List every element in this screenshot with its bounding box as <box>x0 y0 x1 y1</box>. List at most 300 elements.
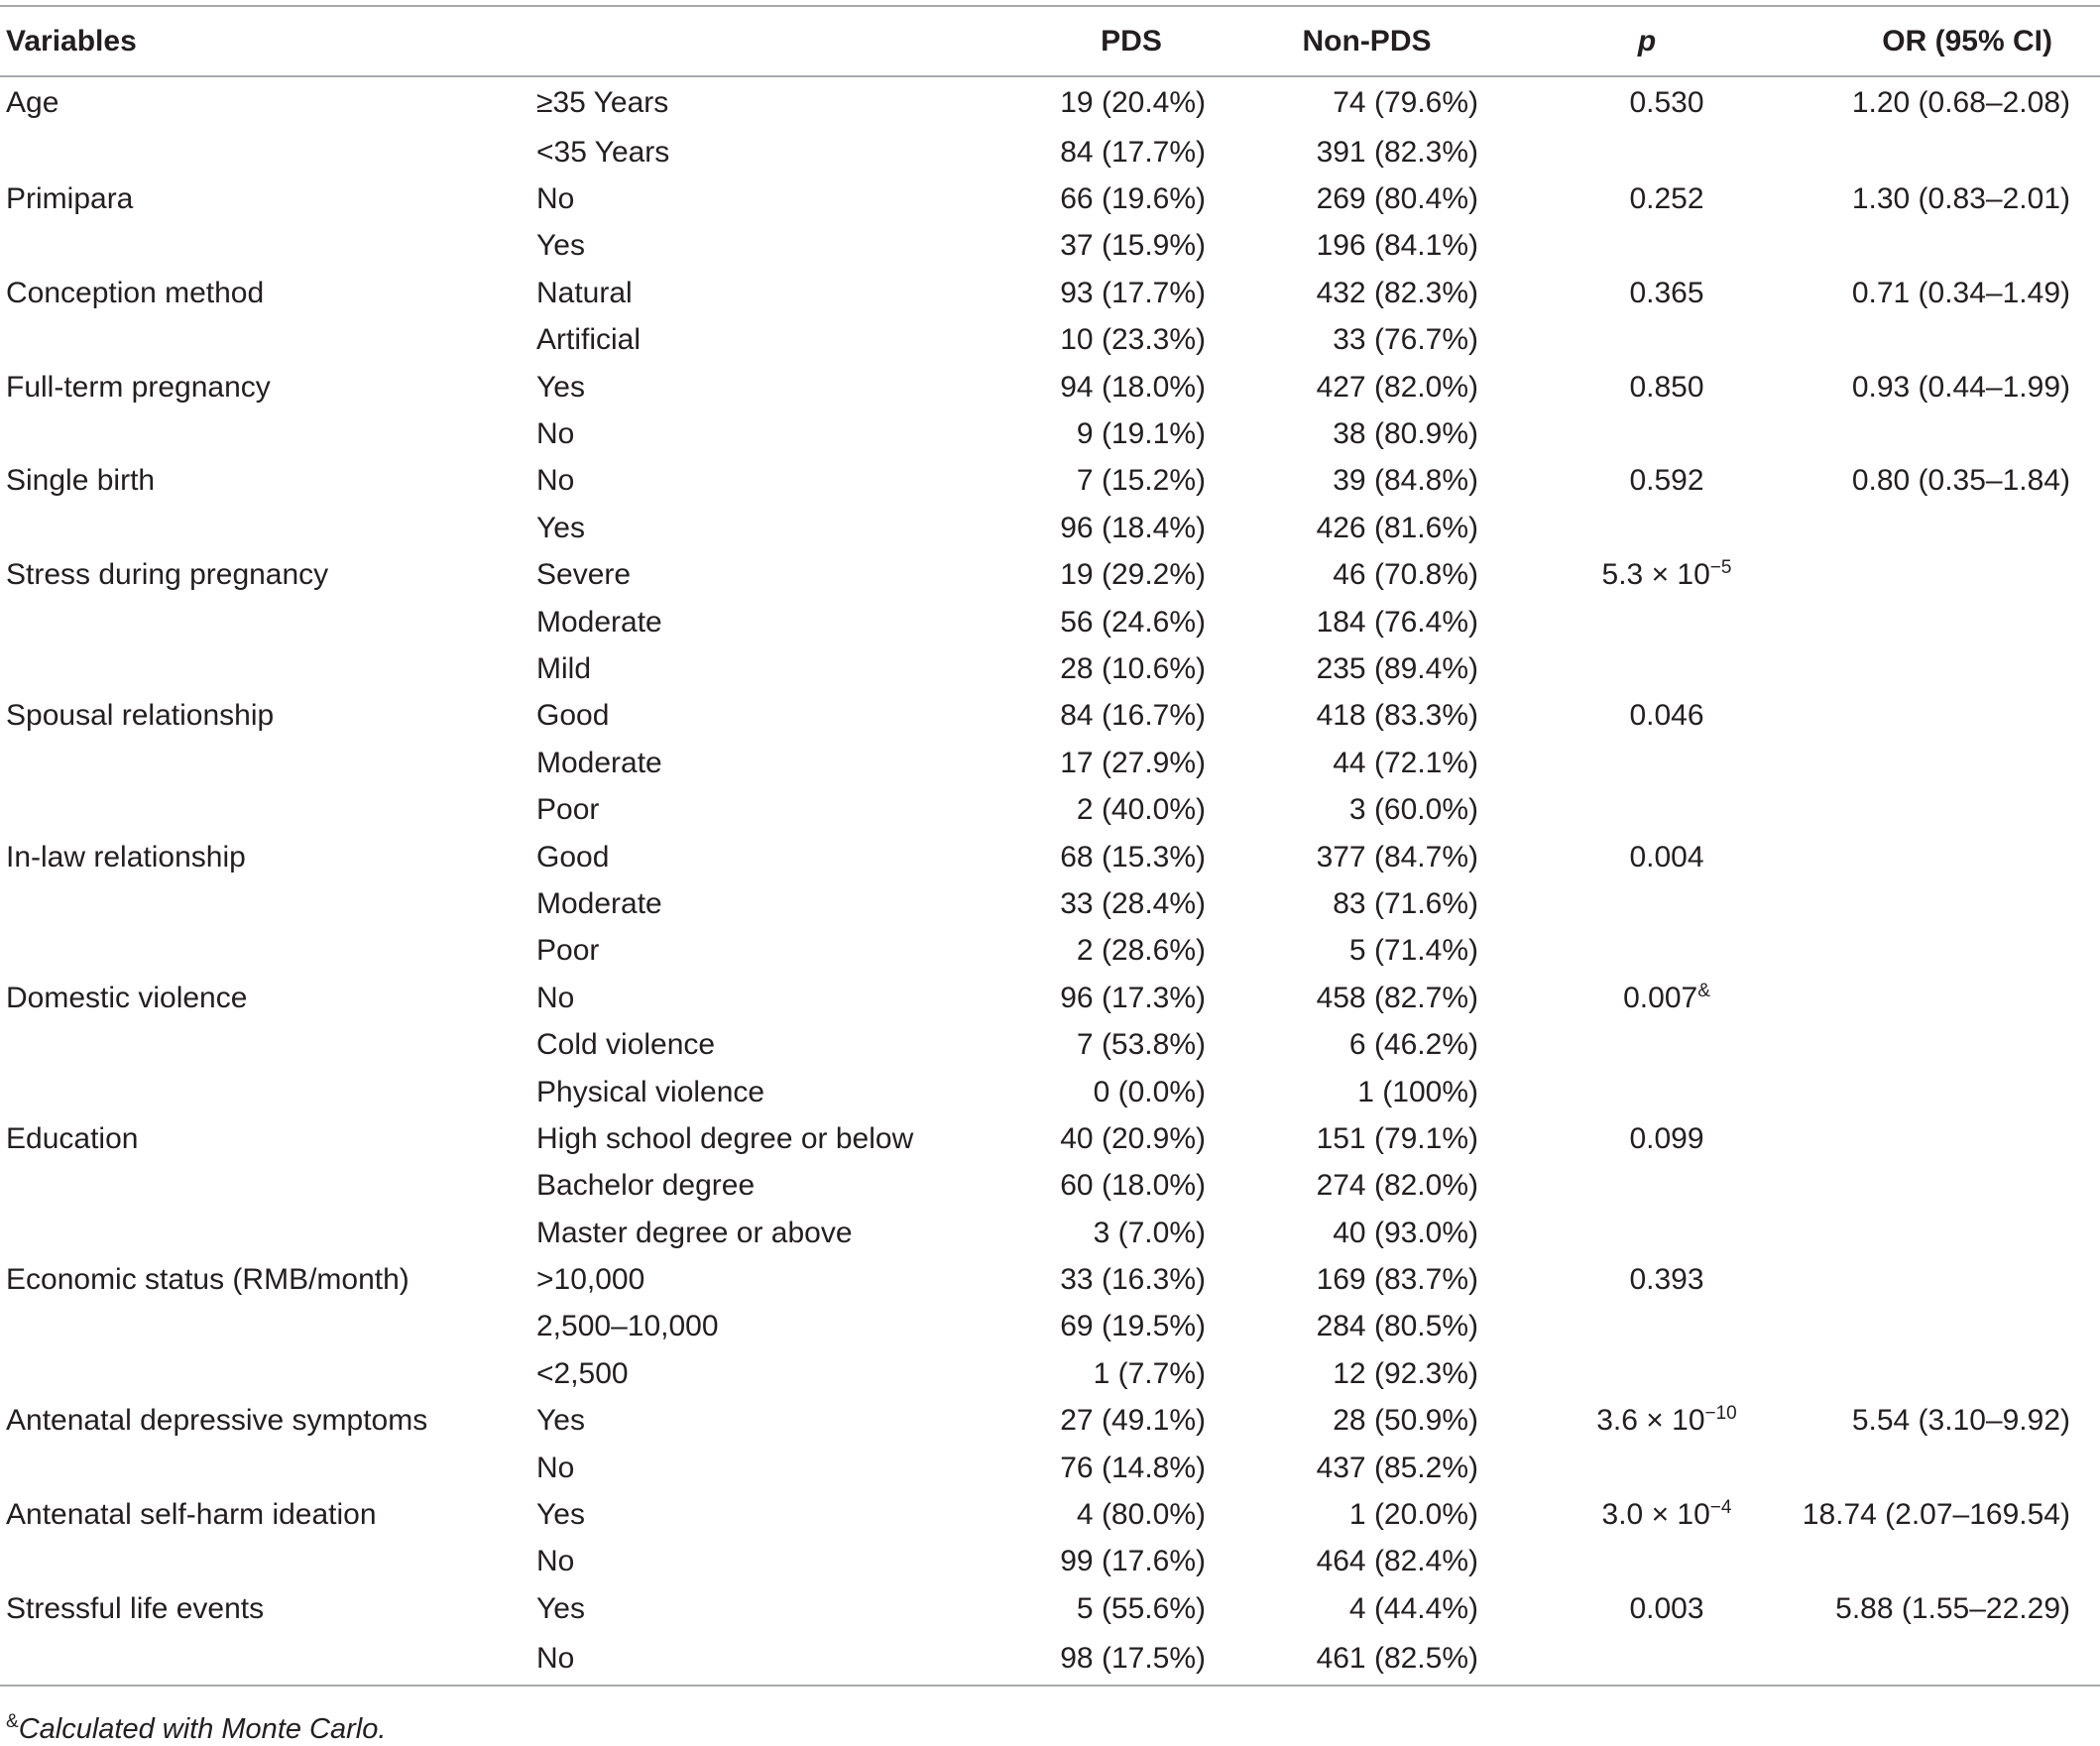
pds-value: 96 (17.3%) <box>1060 981 1206 1014</box>
level-label: >10,000 <box>536 1263 645 1297</box>
cell-p-value <box>1478 693 1776 740</box>
cell-variable <box>0 458 536 505</box>
non-pds-value: 427 (82.0%) <box>1316 370 1478 404</box>
cell-p-value <box>1478 505 1776 551</box>
non-pds-value: 437 (85.2%) <box>1316 1451 1478 1484</box>
table-row <box>0 1115 2100 1162</box>
level-label: Artificial <box>536 323 642 357</box>
cell-non-pds <box>1206 693 1478 740</box>
cell-p-value <box>1478 1115 1776 1162</box>
cell-odds-ratio <box>1776 1398 2100 1445</box>
p-value <box>1589 277 1703 310</box>
cell-pds <box>997 129 1206 175</box>
level-label: No <box>536 417 575 451</box>
cell-p-value <box>1478 1304 1776 1350</box>
table-row <box>0 1398 2100 1445</box>
cell-variable <box>0 975 536 1021</box>
cell-odds-ratio <box>1776 880 2100 927</box>
cell-odds-ratio <box>1776 1021 2100 1068</box>
pds-value: 60 (18.0%) <box>1060 1169 1206 1203</box>
cell-p-value <box>1478 1585 1776 1632</box>
cell-level <box>536 880 997 927</box>
cell-odds-ratio <box>1776 270 2100 316</box>
pds-value: 1 (7.7%) <box>1093 1356 1206 1390</box>
cell-pds <box>997 364 1206 410</box>
cell-variable <box>0 1021 536 1068</box>
variable-label: Domestic violence <box>6 981 248 1014</box>
table-row <box>0 1163 2100 1210</box>
p-value-text: 0.592 <box>1629 464 1704 498</box>
level-label: Master degree or above <box>536 1216 853 1249</box>
variable-label: Conception method <box>6 276 265 309</box>
cell-level <box>536 1445 997 1491</box>
cell-level <box>536 1633 997 1686</box>
table-row <box>0 1445 2100 1491</box>
cell-non-pds <box>1206 975 1478 1021</box>
cell-pds <box>997 175 1206 222</box>
p-value <box>1627 1310 1667 1343</box>
p-value <box>1627 793 1667 827</box>
cell-variable <box>0 364 536 410</box>
non-pds-value: 3 (60.0%) <box>1348 793 1478 827</box>
footnote <box>6 1713 386 1746</box>
cell-odds-ratio <box>1776 364 2100 410</box>
p-value <box>1627 606 1667 640</box>
pds-value: 94 (18.0%) <box>1060 370 1206 404</box>
pds-value: 96 (18.4%) <box>1060 511 1206 544</box>
cell-pds <box>997 1256 1206 1303</box>
non-pds-value: 46 (70.8%) <box>1333 558 1478 592</box>
cell-p-value <box>1478 552 1776 599</box>
cell-variable <box>0 645 536 692</box>
pds-value: 76 (14.8%) <box>1060 1451 1206 1484</box>
cell-level <box>536 1163 997 1210</box>
variable-label: Single birth <box>6 464 156 498</box>
variable-label: Age <box>6 86 59 119</box>
table-row <box>0 975 2100 1021</box>
cell-pds <box>997 880 1206 927</box>
table-body <box>0 76 2100 1686</box>
cell-odds-ratio <box>1776 599 2100 645</box>
p-value <box>1627 323 1667 357</box>
cell-odds-ratio <box>1776 1304 2100 1350</box>
cell-p-value <box>1478 223 1776 270</box>
level-label: <2,500 <box>536 1356 629 1390</box>
cell-non-pds <box>1206 317 1478 364</box>
cell-level <box>536 1115 997 1162</box>
footnote-text: Calculated with Monte Carlo. <box>18 1713 387 1745</box>
cell-non-pds <box>1206 1021 1478 1068</box>
pds-value: 4 (80.0%) <box>1076 1498 1206 1532</box>
non-pds-value: 274 (82.0%) <box>1316 1169 1478 1203</box>
cell-odds-ratio <box>1776 1256 2100 1303</box>
p-value-text: 0.007 <box>1623 981 1698 1014</box>
cell-odds-ratio <box>1776 1210 2100 1256</box>
cell-p-value <box>1478 1445 1776 1491</box>
variable-label: Stress during pregnancy <box>6 558 329 592</box>
table-row <box>0 1539 2100 1585</box>
header-odds-ratio: OR (95% CI) <box>1776 6 2100 76</box>
table-row <box>0 1585 2100 1632</box>
table-row <box>0 270 2100 316</box>
cell-level <box>536 129 997 175</box>
cell-variable <box>0 1491 536 1538</box>
p-value <box>1627 229 1667 263</box>
level-label: No <box>536 981 575 1014</box>
non-pds-value: 391 (82.3%) <box>1316 135 1478 169</box>
table-row <box>0 834 2100 880</box>
pds-value: 69 (19.5%) <box>1060 1310 1206 1343</box>
p-value-text: 0.046 <box>1629 699 1704 733</box>
cell-variable <box>0 175 536 222</box>
p-value <box>1627 1452 1667 1485</box>
pds-value: 93 (17.7%) <box>1060 276 1206 309</box>
cell-variable <box>0 1350 536 1397</box>
pds-value: 33 (16.3%) <box>1060 1263 1206 1297</box>
cell-p-value <box>1478 975 1776 1021</box>
table-row <box>0 1210 2100 1256</box>
pds-value: 3 (7.0%) <box>1093 1216 1206 1249</box>
table-row <box>0 175 2100 222</box>
cell-odds-ratio <box>1776 1069 2100 1115</box>
p-value <box>1627 1028 1667 1062</box>
table-row <box>0 599 2100 645</box>
cell-pds <box>997 1115 1206 1162</box>
p-value-text: 0.252 <box>1629 182 1704 216</box>
non-pds-value: 464 (82.4%) <box>1316 1545 1478 1578</box>
header-level <box>536 6 997 76</box>
cell-level <box>536 834 997 880</box>
non-pds-value: 184 (76.4%) <box>1316 605 1478 639</box>
p-value <box>1589 182 1703 216</box>
cell-p-value <box>1478 129 1776 175</box>
p-value <box>1589 1263 1703 1297</box>
level-label: Good <box>536 699 610 733</box>
cell-variable <box>0 599 536 645</box>
cell-non-pds <box>1206 458 1478 505</box>
cell-pds <box>997 410 1206 457</box>
level-label: <35 Years <box>536 135 670 169</box>
table-row <box>0 317 2100 364</box>
cell-level <box>536 317 997 364</box>
cell-variable <box>0 740 536 786</box>
cell-non-pds <box>1206 740 1478 786</box>
pds-value: 99 (17.6%) <box>1060 1545 1206 1578</box>
level-label: No <box>536 1451 575 1484</box>
p-value <box>1627 934 1667 968</box>
cell-p-value <box>1478 1021 1776 1068</box>
cell-pds <box>997 740 1206 786</box>
cell-odds-ratio <box>1776 175 2100 222</box>
cell-p-value <box>1478 786 1776 833</box>
level-label: No <box>536 1641 575 1675</box>
p-value-text: 5.3 × 10 <box>1601 558 1710 592</box>
footnote-mark: & <box>6 1711 19 1732</box>
level-label: Yes <box>536 1591 585 1625</box>
cell-p-value <box>1478 1210 1776 1256</box>
odds-ratio-value: 5.54 (3.10–9.92) <box>1851 1404 2070 1438</box>
non-pds-value: 5 (71.4%) <box>1348 934 1478 968</box>
cell-variable <box>0 1069 536 1115</box>
header-row <box>0 6 2100 76</box>
cell-pds <box>997 928 1206 975</box>
level-label: ≥35 Years <box>536 86 669 119</box>
level-label: High school degree or below <box>536 1121 914 1155</box>
cell-pds <box>997 834 1206 880</box>
cell-p-value <box>1478 880 1776 927</box>
cell-odds-ratio <box>1776 693 2100 740</box>
pds-value: 10 (23.3%) <box>1060 323 1206 357</box>
p-value-text: 0.393 <box>1629 1263 1704 1297</box>
pds-value: 27 (49.1%) <box>1060 1404 1206 1438</box>
cell-variable <box>0 505 536 551</box>
cell-pds <box>997 1210 1206 1256</box>
non-pds-value: 377 (84.7%) <box>1316 840 1478 873</box>
level-label: Yes <box>536 1498 585 1532</box>
cell-pds <box>997 1633 1206 1686</box>
table-row <box>0 786 2100 833</box>
table-row <box>0 223 2100 270</box>
non-pds-value: 284 (80.5%) <box>1316 1310 1478 1343</box>
cell-p-value <box>1478 1398 1776 1445</box>
cell-non-pds <box>1206 599 1478 645</box>
cell-p-value <box>1478 175 1776 222</box>
cell-odds-ratio <box>1776 1585 2100 1632</box>
level-label: Mild <box>536 651 592 685</box>
cell-variable <box>0 1585 536 1632</box>
p-value <box>1627 1217 1667 1250</box>
p-value-superscript: −4 <box>1709 1497 1732 1519</box>
cell-p-value <box>1478 834 1776 880</box>
cell-p-value <box>1478 740 1776 786</box>
cell-odds-ratio <box>1776 317 2100 364</box>
p-value <box>1627 1357 1667 1391</box>
p-value <box>1627 747 1667 780</box>
cell-non-pds <box>1206 270 1478 316</box>
cell-non-pds <box>1206 645 1478 692</box>
cell-non-pds <box>1206 552 1478 599</box>
table-row <box>0 410 2100 457</box>
cell-level <box>536 1304 997 1350</box>
cell-non-pds <box>1206 1585 1478 1632</box>
cell-p-value <box>1478 1350 1776 1397</box>
p-value <box>1589 1122 1703 1156</box>
non-pds-value: 83 (71.6%) <box>1333 886 1478 920</box>
cell-level <box>536 223 997 270</box>
cell-odds-ratio <box>1776 552 2100 599</box>
cell-level <box>536 1069 997 1115</box>
cell-non-pds <box>1206 1256 1478 1303</box>
cell-level <box>536 270 997 316</box>
variable-label: In-law relationship <box>6 840 246 873</box>
cell-pds <box>997 975 1206 1021</box>
variable-label: Spousal relationship <box>6 699 275 733</box>
cell-odds-ratio <box>1776 740 2100 786</box>
cell-level <box>536 410 997 457</box>
table-row <box>0 645 2100 692</box>
odds-ratio-value: 1.20 (0.68–2.08) <box>1851 86 2070 119</box>
variable-label: Antenatal self-harm ideation <box>6 1498 377 1532</box>
p-value <box>1563 1498 1732 1532</box>
cell-level <box>536 693 997 740</box>
cell-pds <box>997 1350 1206 1397</box>
pds-value: 7 (15.2%) <box>1076 464 1206 498</box>
header-non-pds: Non-PDS <box>1206 6 1478 76</box>
cell-non-pds <box>1206 1210 1478 1256</box>
cell-level <box>536 1491 997 1538</box>
cell-odds-ratio <box>1776 786 2100 833</box>
p-value-text: 0.530 <box>1629 86 1704 119</box>
level-label: Moderate <box>536 605 662 639</box>
cell-odds-ratio <box>1776 975 2100 1021</box>
header-p-value: p <box>1478 6 1776 76</box>
p-value <box>1627 652 1667 686</box>
cell-non-pds <box>1206 1539 1478 1585</box>
cell-variable <box>0 1210 536 1256</box>
cell-non-pds <box>1206 1069 1478 1115</box>
p-value <box>1589 464 1703 498</box>
data-table <box>0 5 2100 1687</box>
pds-value: 7 (53.8%) <box>1076 1028 1206 1062</box>
table-row <box>0 1069 2100 1115</box>
cell-variable <box>0 270 536 316</box>
pds-value: 37 (15.9%) <box>1060 229 1206 263</box>
cell-p-value <box>1478 1539 1776 1585</box>
cell-p-value <box>1478 1069 1776 1115</box>
p-value <box>1589 371 1703 405</box>
cell-odds-ratio <box>1776 505 2100 551</box>
cell-variable <box>0 1539 536 1585</box>
non-pds-value: 40 (93.0%) <box>1333 1216 1478 1249</box>
cell-variable <box>0 1445 536 1491</box>
table-row <box>0 880 2100 927</box>
odds-ratio-value: 1.30 (0.83–2.01) <box>1851 182 2070 216</box>
cell-p-value <box>1478 928 1776 975</box>
level-label: Poor <box>536 934 600 968</box>
cell-variable <box>0 410 536 457</box>
header-pds: PDS <box>997 6 1206 76</box>
cell-non-pds <box>1206 76 1478 129</box>
p-value <box>1589 86 1703 120</box>
variable-label: Primipara <box>6 182 134 216</box>
p-value-text: 0.850 <box>1629 370 1704 404</box>
odds-ratio-value: 0.93 (0.44–1.99) <box>1851 370 2070 404</box>
level-label: Cold violence <box>536 1028 716 1062</box>
cell-pds <box>997 1398 1206 1445</box>
cell-p-value <box>1478 1633 1776 1686</box>
non-pds-value: 38 (80.9%) <box>1333 417 1478 451</box>
header-variables: Variables <box>0 6 536 76</box>
non-pds-value: 151 (79.1%) <box>1316 1121 1478 1155</box>
table-row <box>0 1633 2100 1686</box>
cell-p-value <box>1478 1256 1776 1303</box>
table-row <box>0 928 2100 975</box>
non-pds-value: 196 (84.1%) <box>1316 229 1478 263</box>
cell-non-pds <box>1206 1163 1478 1210</box>
level-label: Poor <box>536 793 600 827</box>
cell-level <box>536 1398 997 1445</box>
cell-level <box>536 975 997 1021</box>
cell-pds <box>997 270 1206 316</box>
pds-value: 56 (24.6%) <box>1060 605 1206 639</box>
non-pds-value: 458 (82.7%) <box>1316 981 1478 1014</box>
cell-level <box>536 458 997 505</box>
level-label: Physical violence <box>536 1075 765 1108</box>
cell-odds-ratio <box>1776 223 2100 270</box>
pds-value: 19 (20.4%) <box>1060 86 1206 119</box>
cell-pds <box>997 1304 1206 1350</box>
table-row <box>0 693 2100 740</box>
p-value <box>1589 841 1703 874</box>
table-row <box>0 129 2100 175</box>
level-label: Yes <box>536 370 585 404</box>
p-value <box>1627 136 1667 170</box>
cell-odds-ratio <box>1776 928 2100 975</box>
cell-non-pds <box>1206 129 1478 175</box>
cell-non-pds <box>1206 364 1478 410</box>
cell-p-value <box>1478 458 1776 505</box>
non-pds-value: 169 (83.7%) <box>1316 1263 1478 1297</box>
p-value-text: 3.6 × 10 <box>1596 1404 1705 1438</box>
cell-variable <box>0 1633 536 1686</box>
cell-pds <box>997 1021 1206 1068</box>
odds-ratio-value: 0.80 (0.35–1.84) <box>1851 464 2070 498</box>
cell-non-pds <box>1206 410 1478 457</box>
non-pds-value: 426 (81.6%) <box>1316 511 1478 544</box>
non-pds-value: 6 (46.2%) <box>1348 1028 1478 1062</box>
cell-variable <box>0 317 536 364</box>
pds-value: 2 (40.0%) <box>1076 793 1206 827</box>
p-value <box>1589 1592 1703 1626</box>
variable-label: Stressful life events <box>6 1591 265 1625</box>
cell-pds <box>997 458 1206 505</box>
cell-p-value <box>1478 317 1776 364</box>
non-pds-value: 74 (79.6%) <box>1333 86 1478 119</box>
cell-p-value <box>1478 410 1776 457</box>
pds-value: 5 (55.6%) <box>1076 1591 1206 1625</box>
cell-level <box>536 505 997 551</box>
level-label: Moderate <box>536 886 662 920</box>
odds-ratio-value: 5.88 (1.55–22.29) <box>1835 1591 2070 1625</box>
cell-p-value <box>1478 76 1776 129</box>
cell-non-pds <box>1206 928 1478 975</box>
pds-value: 17 (27.9%) <box>1060 746 1206 779</box>
table-row <box>0 505 2100 551</box>
p-value <box>1563 558 1732 592</box>
cell-odds-ratio <box>1776 834 2100 880</box>
cell-odds-ratio <box>1776 1491 2100 1538</box>
cell-level <box>536 1256 997 1303</box>
cell-variable <box>0 834 536 880</box>
non-pds-value: 461 (82.5%) <box>1316 1641 1478 1675</box>
cell-level <box>536 1021 997 1068</box>
pds-value: 19 (29.2%) <box>1060 558 1206 592</box>
cell-level <box>536 175 997 222</box>
cell-pds <box>997 786 1206 833</box>
pds-value: 0 (0.0%) <box>1093 1075 1206 1108</box>
level-label: No <box>536 182 575 216</box>
p-value <box>1627 1642 1667 1676</box>
cell-pds <box>997 76 1206 129</box>
cell-pds <box>997 317 1206 364</box>
cell-variable <box>0 1304 536 1350</box>
level-label: Bachelor degree <box>536 1169 756 1203</box>
cell-odds-ratio <box>1776 1445 2100 1491</box>
odds-ratio-value: 18.74 (2.07–169.54) <box>1802 1498 2070 1532</box>
p-value-text: 0.365 <box>1629 276 1704 309</box>
p-value-text: 0.003 <box>1629 1591 1704 1625</box>
odds-ratio-value: 0.71 (0.34–1.49) <box>1851 276 2070 309</box>
